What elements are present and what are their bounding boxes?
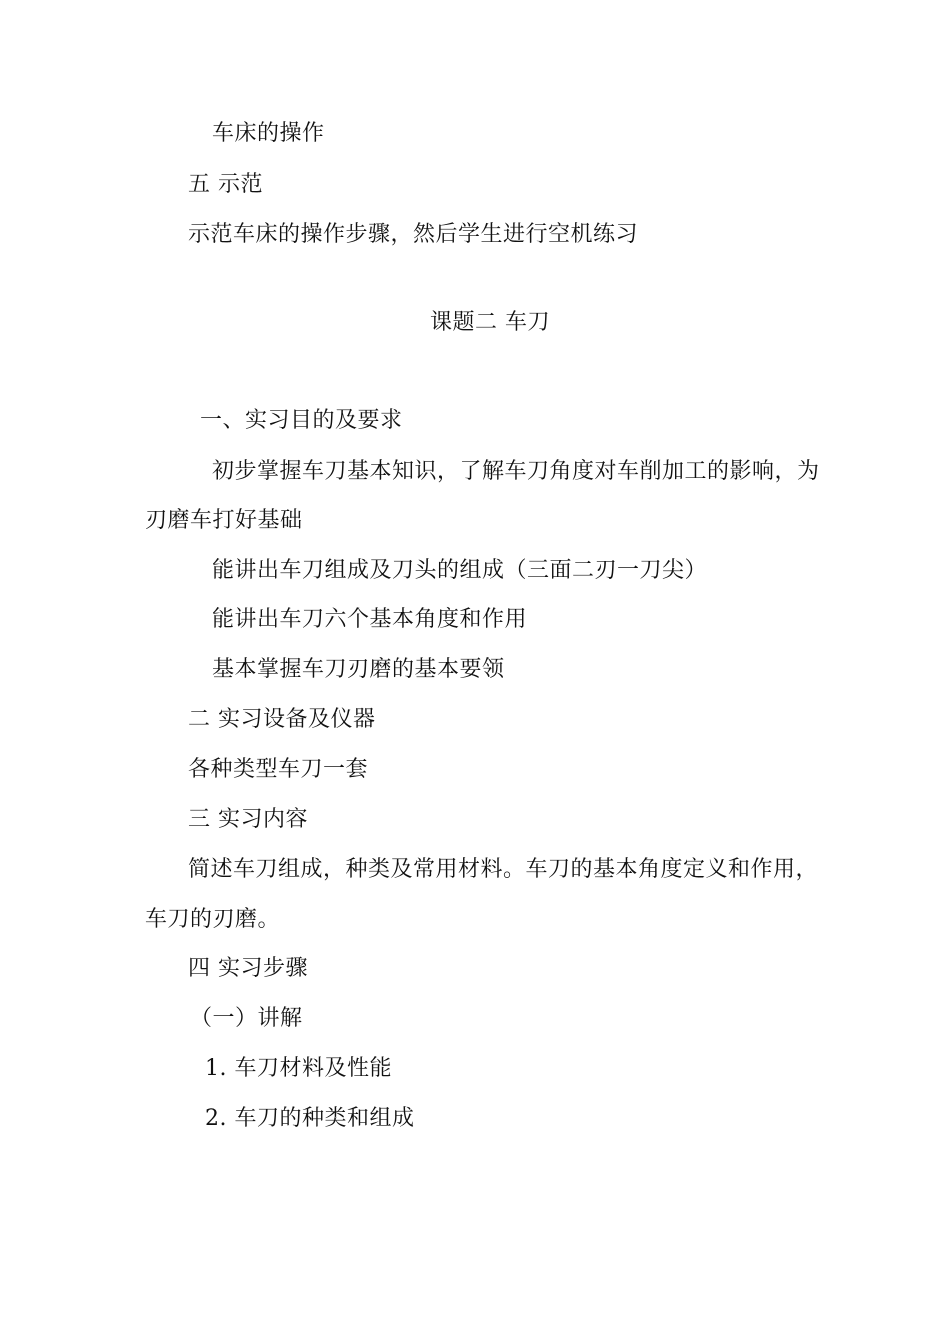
previous-topic-line: 车床的操作 (212, 121, 325, 146)
section-heading-demo: 五 示范 (188, 172, 263, 197)
content-paragraph-line2: 车刀的刃磨。 (145, 907, 281, 932)
section-heading-content: 三 实习内容 (188, 807, 308, 832)
section-heading-steps: 四 实习步骤 (188, 956, 308, 981)
steps-subheading: （一）讲解 (190, 1006, 303, 1031)
objective-item: 基本掌握车刀刃磨的基本要领 (212, 657, 505, 682)
objectives-paragraph-line1: 初步掌握车刀基本知识，了解车刀角度对车削加工的影响，为 (212, 459, 820, 484)
lesson-title: 课题二 车刀 (430, 310, 550, 335)
objective-item: 能讲出车刀组成及刀头的组成（三面二刃一刀尖） (212, 558, 708, 583)
equipment-text: 各种类型车刀一套 (188, 757, 369, 782)
objective-item: 能讲出车刀六个基本角度和作用 (212, 607, 528, 632)
section-heading-objectives: 一、实习目的及要求 (200, 408, 403, 433)
content-paragraph-line1: 简述车刀组成，种类及常用材料。车刀的基本角度定义和作用， (188, 857, 819, 882)
step-item: 2. 车刀的种类和组成 (205, 1106, 415, 1131)
step-item: 1. 车刀材料及性能 (205, 1056, 392, 1081)
section-heading-equipment: 二 实习设备及仪器 (188, 707, 376, 732)
objectives-paragraph-line2: 刃磨车打好基础 (145, 508, 303, 533)
demo-paragraph: 示范车床的操作步骤，然后学生进行空机练习 (188, 222, 639, 247)
